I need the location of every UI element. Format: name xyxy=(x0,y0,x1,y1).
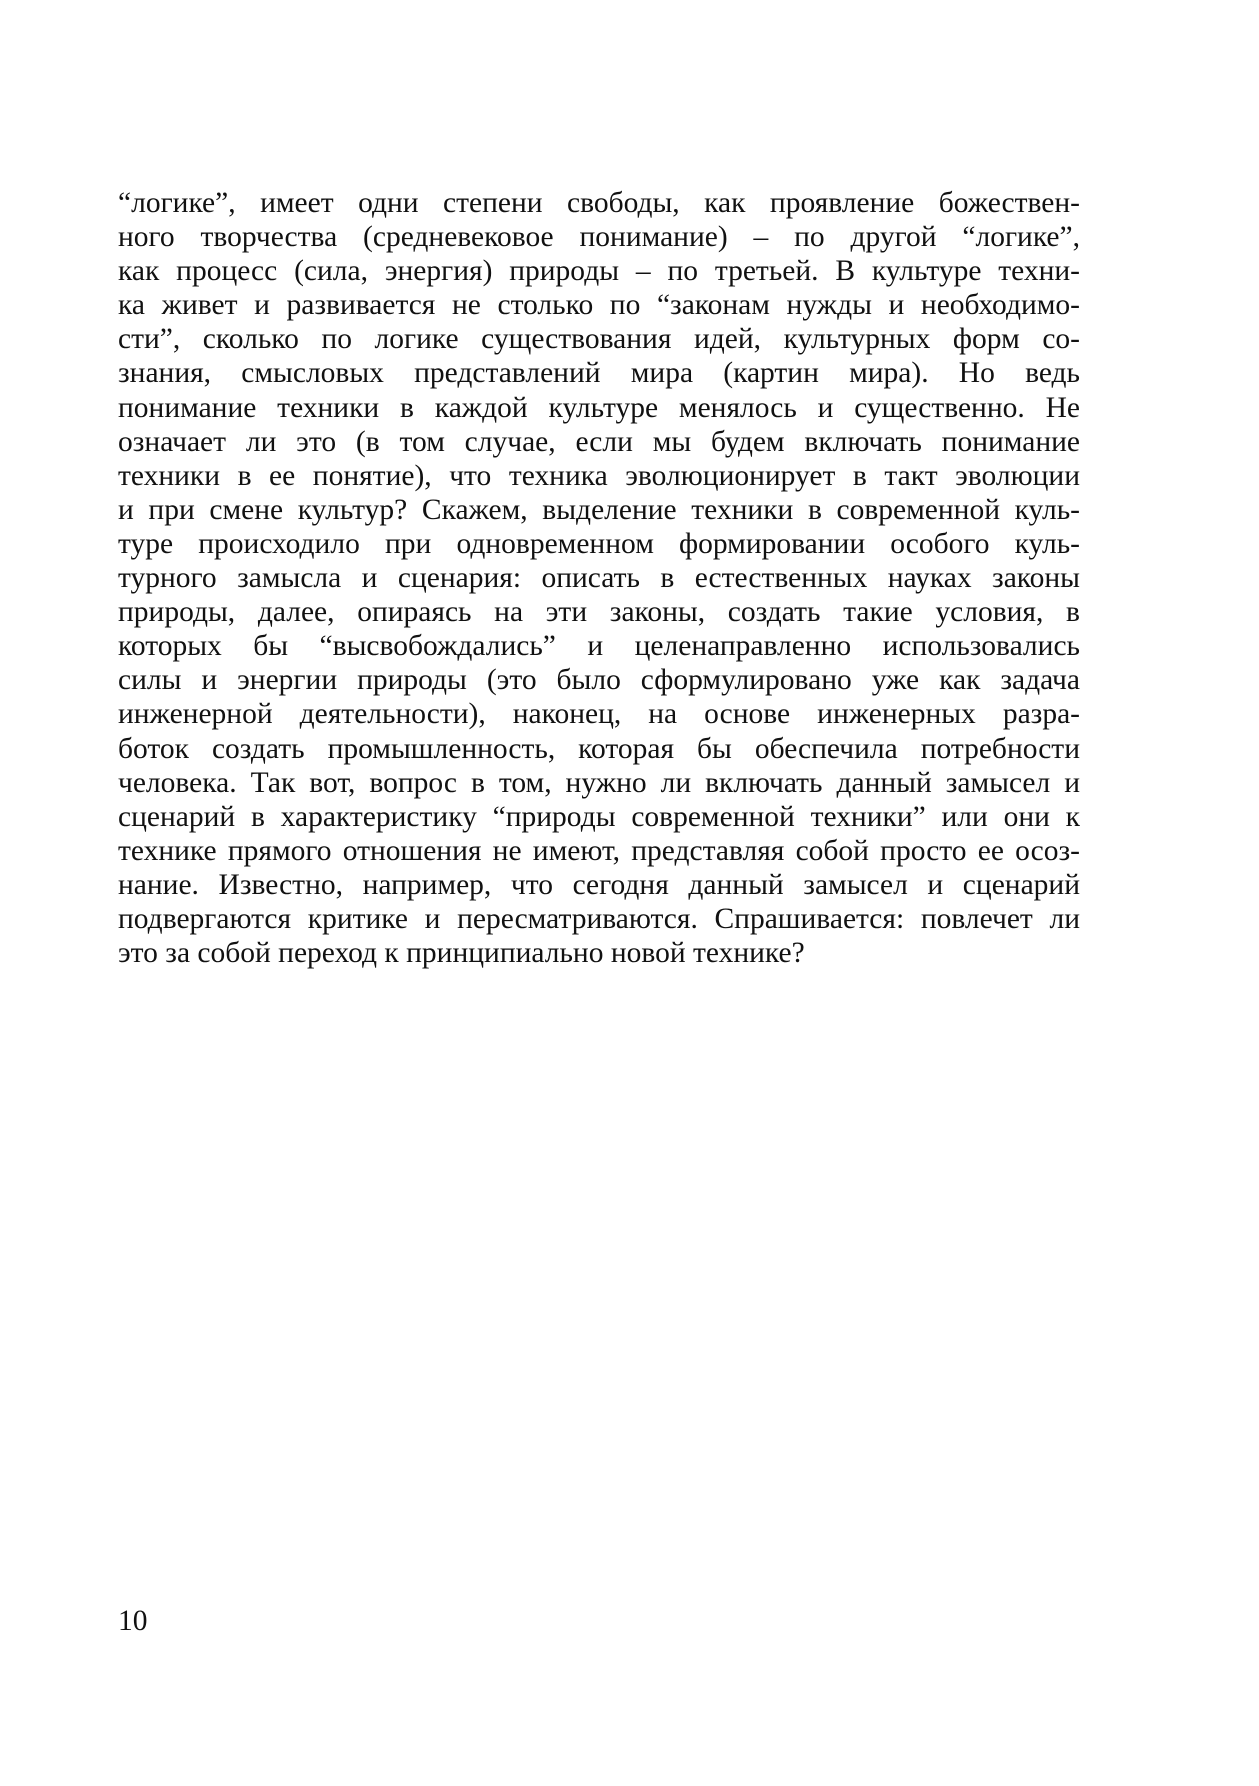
text-line: сценарий в характеристику “природы современной техники” или они к xyxy=(118,800,1080,833)
text-line: боток создать промышленность, которая бы обеспечила потребности xyxy=(118,732,1080,765)
text-line: понимание техники в каждой культуре менялось и существенно. Не xyxy=(118,391,1080,424)
text-line: инженерной деятельности), наконец, на основе инженерных разра- xyxy=(118,698,1080,731)
text-line: техники в ее понятие), что техника эволюционирует в такт эволюции xyxy=(118,459,1080,492)
text-line: “логике”, имеет одни степени свободы, как проявление божествен- xyxy=(118,187,1080,219)
text-line-last: это за собой переход к принципиально новой технике? xyxy=(118,937,805,970)
text-line: ного творчества (средневековое понимание) – по другой “логике”, xyxy=(118,221,1080,254)
page-number: 10 xyxy=(118,1605,148,1637)
text-line: и при смене культур? Скажем, выделение техники в современной куль- xyxy=(118,493,1080,526)
text-line: сти”, сколько по логике существования идей, культурных форм со- xyxy=(118,323,1080,356)
text-line: знания, смысловых представлений мира (картин мира). Но ведь xyxy=(118,357,1080,390)
text-line: подвергаются критике и пересматриваются. Спрашивается: повлечет ли xyxy=(118,902,1080,935)
text-line: как процесс (сила, энергия) природы – по третьей. В культуре техни- xyxy=(118,255,1080,288)
text-line: которых бы “высвобождались” и целенаправленно использовались xyxy=(118,630,1080,663)
text-line: человека. Так вот, вопрос в том, нужно ли включать данный замысел и xyxy=(118,766,1080,799)
text-line: означает ли это (в том случае, если мы будем включать понимание xyxy=(118,425,1080,458)
text-line: ка живет и развивается не столько по “законам нужды и необходимо- xyxy=(118,289,1080,322)
text-line: туре происходило при одновременном формировании особого куль- xyxy=(118,527,1080,560)
text-line: силы и энергии природы (это было сформулировано уже как задача xyxy=(118,664,1080,697)
body-text xyxy=(118,186,1080,970)
text-line: технике прямого отношения не имеют, представляя собой просто ее осоз- xyxy=(118,834,1080,867)
text-line: турного замысла и сценария: описать в естественных науках законы xyxy=(118,562,1080,595)
text-line: природы, далее, опираясь на эти законы, создать такие условия, в xyxy=(118,596,1080,629)
text-line: нание. Известно, например, что сегодня данный замысел и сценарий xyxy=(118,868,1080,901)
